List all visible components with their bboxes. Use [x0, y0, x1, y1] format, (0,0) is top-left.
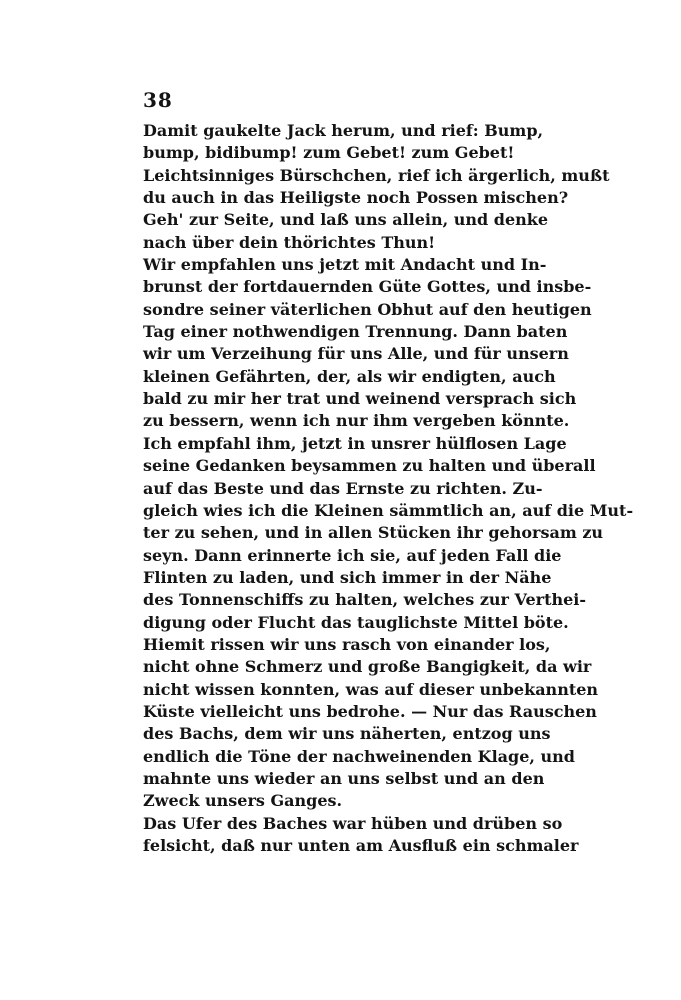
text-line: mahnte uns wieder an uns selbst und an den: [143, 768, 545, 788]
text-line: nicht wissen konnten, was auf dieser unbekannten: [143, 679, 599, 699]
page-number: 38: [143, 88, 173, 112]
text-line: Tag einer nothwendigen Trennung. Dann baten: [143, 322, 568, 342]
text-line: seine Gedanken beysammen zu halten und überall: [143, 456, 596, 476]
text-line: Wir empfahlen uns jetzt mit Andacht und In-: [143, 255, 547, 275]
text-line: felsicht, daß nur unten am Ausfluß ein schmaler: [143, 836, 579, 855]
text-line: ter zu sehen, und in allen Stücken ihr gehorsam zu: [143, 523, 604, 543]
text-line: gleich wies ich die Kleinen sämmtlich an, auf die Mut-: [143, 500, 634, 520]
text-line: bald zu mir her trat und weinend versprach sich: [143, 389, 577, 409]
text-line: Hiemit rissen wir uns rasch von einander los,: [143, 634, 551, 654]
text-line: kleinen Gefährten, der, als wir endigten, auch: [143, 366, 556, 386]
text-line: nicht ohne Schmerz und große Bangigkeit, da wir: [143, 657, 592, 677]
text-line: Küste vielleicht uns bedrohe. — Nur das Rauschen: [143, 701, 597, 721]
text-line: Damit gaukelte Jack herum, und rief: Bump,: [143, 121, 544, 140]
text-line: digung oder Flucht das tauglichste Mittel böte.: [143, 612, 569, 632]
text-line: brunst der fortdauernden Güte Gottes, und insbe-: [143, 277, 592, 297]
text-line: Flinten zu laden, und sich immer in der Nähe: [143, 567, 552, 587]
text-line: Zweck unsers Ganges.: [143, 791, 343, 811]
text-line: Das Ufer des Baches war hüben und drüben so: [143, 813, 563, 833]
text-line: seyn. Dann erinnerte ich sie, auf jeden Fall die: [143, 545, 562, 565]
text-line: nach über dein thörichtes Thun!: [143, 232, 436, 252]
text-line: du auch in das Heiligste noch Possen mischen?: [143, 188, 569, 208]
body-text: [143, 120, 634, 857]
text-line: Leichtsinniges Bürschchen, rief ich ärgerlich, mußt: [143, 165, 610, 185]
text-line: endlich die Töne der nachweinenden Klage, und: [143, 746, 575, 766]
text-line: wir um Verzeihung für uns Alle, und für unsern: [143, 344, 569, 364]
text-line: Ich empfahl ihm, jetzt in unsrer hülflosen Lage: [143, 433, 567, 453]
text-line: sondre seiner väterlichen Obhut auf den heutigen: [143, 299, 592, 319]
text-line: des Bachs, dem wir uns näherten, entzog uns: [143, 724, 551, 744]
text-line: auf das Beste und das Ernste zu richten. Zu-: [143, 478, 543, 498]
text-line: des Tonnenschiffs zu halten, welches zur Verthei-: [143, 590, 587, 610]
text-line: Geh' zur Seite, und laß uns allein, und denke: [143, 210, 549, 230]
text-line: bump, bidibump! zum Gebet! zum Gebet!: [143, 143, 515, 163]
text-line: zu bessern, wenn ich nur ihm vergeben könnte.: [143, 411, 570, 431]
